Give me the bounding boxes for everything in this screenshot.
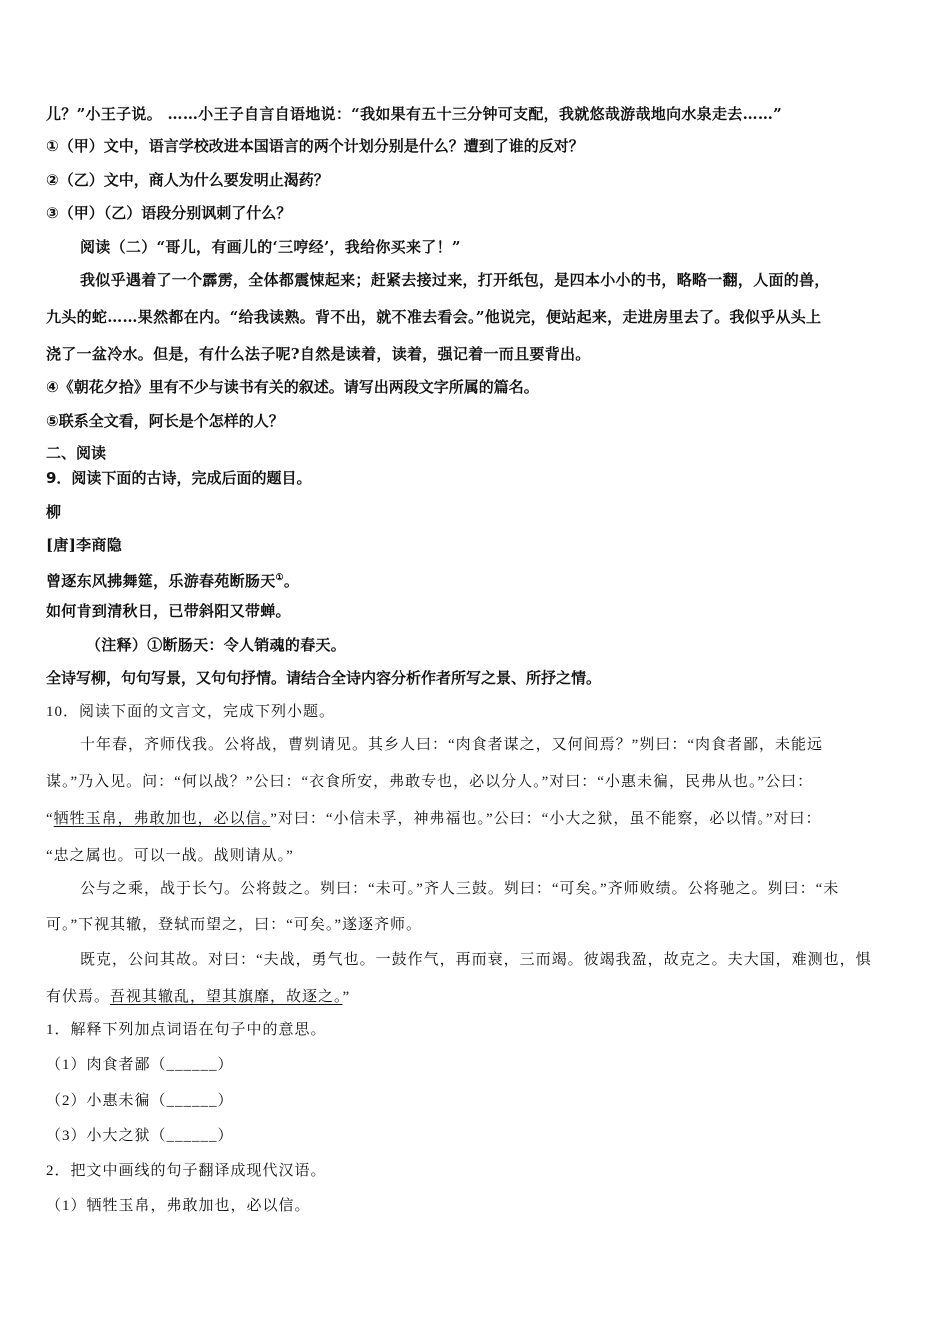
q10-para3-line-1: 既克，公问其故。对曰：“夫战，勇气也。一鼓作气，再而衰，三而竭。彼竭我盈，故克之。夫大国，难测也，惧	[80, 952, 872, 968]
reading2-line-3: 浇了一盆冷水。但是，有什么法子呢?自然是读着，读着，强记着一而且要背出。	[46, 345, 591, 363]
q10-para1-line-4: “忠之属也。可以一战。战则请从。”	[46, 848, 294, 864]
poem-line-1-text: 曾逐东风拂舞筵，乐游春苑断肠天	[46, 572, 276, 590]
poem-line-1-end: 。	[283, 572, 300, 590]
poem-line-2: 如何肯到清秋日，已带斜阳又带蝉。	[46, 602, 291, 620]
sub1-item-2: （2）小惠未徧（______）	[46, 1093, 234, 1109]
poem-title: 柳	[46, 503, 62, 521]
para1-line-3-rest: ”对曰：“小信未孚，神弗福也。”公曰：“小大之狱，虽不能察，必以情。”对曰：	[270, 811, 822, 827]
reading2-title: 阅读（二）“哥儿，有画儿的‘三哼经’，我给你买来了！”	[80, 238, 461, 256]
question-2: ②（乙）文中，商人为什么要发明止渴药？	[46, 171, 329, 189]
quote-close: ”	[342, 989, 351, 1005]
para3-line-2-plain: 有伏焉。	[46, 989, 111, 1005]
question-3: ③（甲）（乙）语段分别讽刺了什么？	[46, 204, 292, 222]
q10-para1-line-3	[46, 809, 821, 829]
sub2-prompt: 2．把文中画线的句子翻译成现代汉语。	[46, 1163, 327, 1179]
q9-prompt: 9．阅读下面的古诗，完成后面的题目。	[46, 469, 312, 487]
reading2-line-1: 我似乎遇着了一个霹雳，全体都震悚起来；赶紧去接过来，打开纸包，是四本小小的书，略略一翻，人面的兽，	[80, 271, 830, 289]
q10-para3-line-2	[46, 987, 350, 1007]
question-1: ①（甲）文中，语言学校改进本国语言的两个计划分别是什么？遭到了谁的反对？	[46, 137, 584, 155]
q10-para1-line-2: 谋。”乃入见。问：“何以战？”公曰：“衣食所安，弗敢专也，必以分人。”对曰：“小惠未徧，民弗从也。”公曰：	[46, 774, 814, 790]
q10-para2-line-2: 可。”下视其辙，登轼而望之，曰：“可矣。”遂逐齐师。	[46, 917, 422, 933]
q9-question: 全诗写柳，句句写景，又句句抒情。请结合全诗内容分析作者所写之景、所抒之情。	[46, 669, 602, 687]
underlined-sentence-1: 牺牲玉帛，弗敢加也，必以信。	[53, 811, 271, 827]
footnote-marker: ①	[275, 573, 284, 583]
q10-para1-line-1: 十年春，齐师伐我。公将战，曹刿请见。其乡人曰：“肉食者谋之，又何间焉？”刿曰：“肉食者鄙，未能远	[80, 737, 823, 753]
sub2-item-1: （1）牺牲玉帛，弗敢加也，必以信。	[46, 1198, 311, 1214]
poem-annotation: （注释）①断肠天：令人销魂的春天。	[86, 636, 347, 654]
poem-line-1	[46, 568, 299, 591]
sub1-item-1: （1）肉食者鄙（______）	[46, 1057, 234, 1073]
section-heading: 二、阅读	[46, 444, 107, 462]
question-4: ④《朝花夕拾》里有不少与读书有关的叙述。请写出两段文字所属的篇名。	[46, 378, 539, 396]
question-5: ⑤联系全文看，阿长是个怎样的人？	[46, 412, 284, 430]
sub1-prompt: 1．解释下列加点词语在句子中的意思。	[46, 1022, 327, 1038]
quote-open: “	[46, 811, 54, 827]
sub1-item-3: （3）小大之狱（______）	[46, 1128, 234, 1144]
q10-para2-line-1: 公与之乘，战于长勺。公将鼓之。刿曰：“未可。”齐人三鼓。刿曰：“可矣。”齐师败绩。公将驰之。刿曰：“未	[80, 881, 840, 897]
poem-author: [唐]李商隐	[46, 536, 122, 554]
passage-top-line: 儿？”小王子说。 ……小王子自言自语地说：“我如果有五十三分钟可支配，我就悠哉游哉地向水泉走去……”	[46, 105, 783, 123]
reading2-line-2: 九头的蛇……果然都在内。“给我读熟。背不出，就不准去看会。”他说完，便站起来，走进房里去了。我似乎从头上	[46, 308, 822, 326]
underlined-sentence-2: 吾视其辙乱，望其旗靡，故逐之。	[110, 989, 343, 1005]
q10-prompt: 10．阅读下面的文言文，完成下列小题。	[46, 704, 336, 720]
